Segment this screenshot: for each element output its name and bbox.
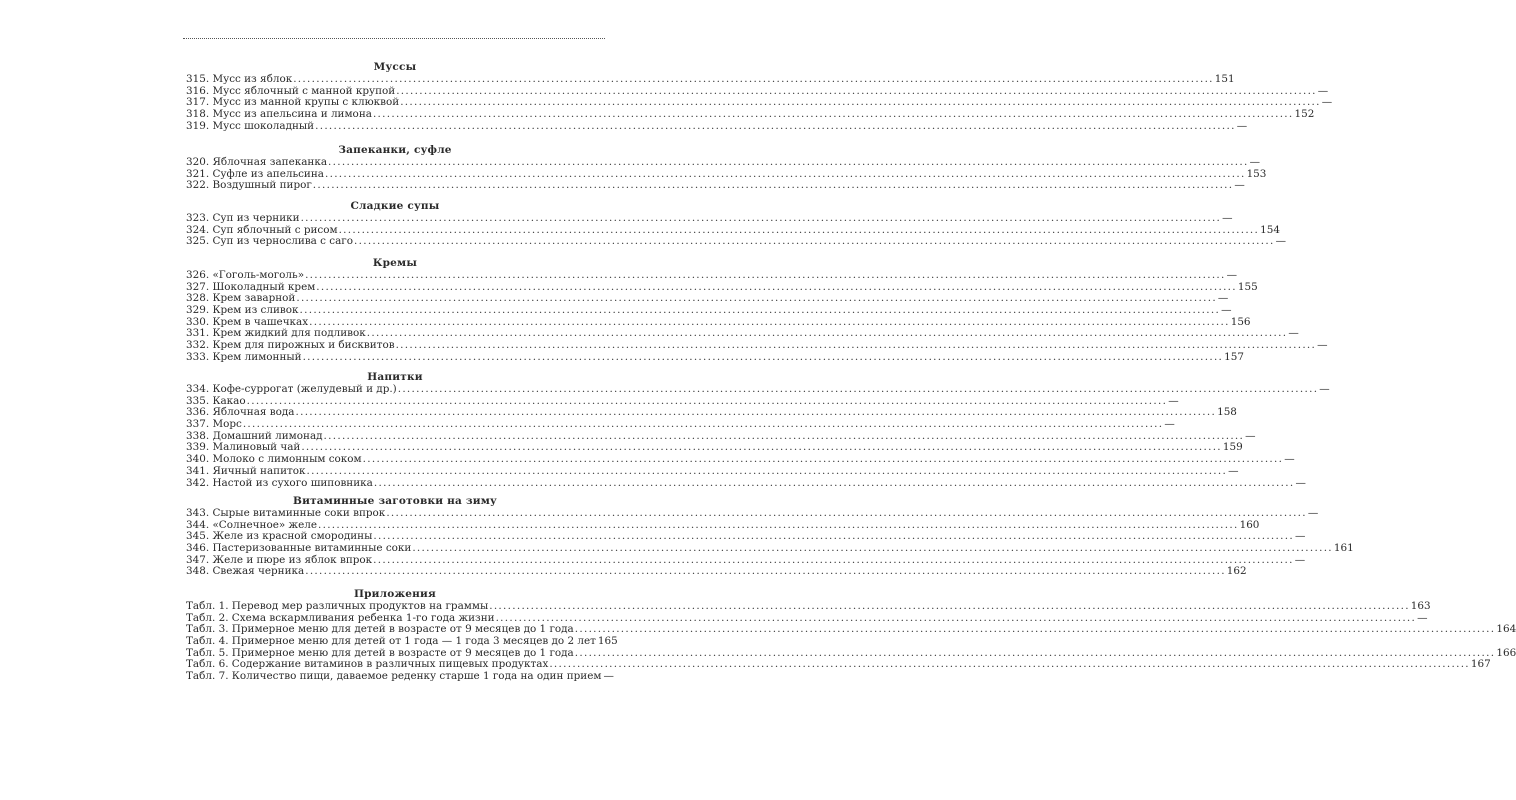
entry-page-number: 163: [1410, 600, 1431, 612]
toc-entry: [186, 73, 1235, 86]
entry-title: 336. Яблочная вода: [186, 406, 295, 419]
toc-entry: [186, 670, 614, 683]
entry-title: 322. Воздушный пирог: [186, 179, 312, 192]
dot-leader: ........................................................................................................................................................................................................: [574, 623, 1496, 636]
toc-entry: [186, 464, 1239, 478]
toc-section: [186, 256, 1328, 364]
dot-leader: ........................................................................................................................................................................................................: [309, 315, 1230, 328]
dot-leader: ........................................................................................................................................................................................................: [412, 542, 1333, 555]
entry-page-number: —: [1249, 156, 1260, 168]
entry-page-number: —: [1307, 507, 1319, 519]
entry-title: 323. Суп из черники: [186, 212, 300, 224]
entry-title: 338. Домашний лимонад: [186, 429, 323, 442]
entry-title: 317. Мусс из манной крупы с клюквой: [186, 96, 400, 109]
dot-leader: ........................................................................................................................................................................................................: [397, 383, 1319, 395]
entry-page-number: 160: [1239, 518, 1260, 531]
dot-leader: ........................................................................................................................................................................................................: [373, 476, 1295, 489]
entry-title: 315. Мусс из яблок: [186, 73, 293, 85]
entry-page-number: —: [1236, 119, 1248, 132]
entry-title: 324. Суп яблочный с рисом: [186, 223, 338, 236]
toc-section: [186, 143, 1267, 192]
entry-title: Табл. 4. Примерное меню для детей от 1 года — 1 года 3 месяцев до 2 лет: [186, 635, 596, 648]
section-heading: Муссы: [373, 61, 417, 73]
entry-page-number: —: [1295, 476, 1306, 489]
dot-leader: ........................................................................................................................................................................................................: [312, 179, 1234, 192]
dot-leader: ........................................................................................................................................................................................................: [328, 156, 1249, 168]
entry-page-number: —: [1417, 611, 1428, 624]
entry-page-number: —: [1275, 235, 1286, 248]
entry-page-number: —: [603, 670, 614, 683]
entry-title: 332. Крем для пирожных и бисквитов: [186, 339, 395, 352]
entry-page-number: —: [1228, 464, 1239, 477]
entry-title: 319. Мусс шоколадный: [186, 119, 315, 132]
toc-section: [186, 494, 1354, 578]
toc-entry: [186, 476, 1306, 490]
dot-leader: ........................................................................................................................................................................................................: [315, 119, 1236, 132]
entry-title: 341. Яичный напиток: [186, 464, 306, 477]
entry-title: 334. Кофе-суррогат (желудевый и др.): [186, 383, 397, 395]
dot-leader: ........................................................................................................................................................................................................: [296, 292, 1217, 305]
entry-title: 330. Крем в чашечках: [186, 315, 309, 328]
entry-page-number: —: [1317, 84, 1329, 97]
entry-page-number: —: [1217, 292, 1229, 305]
entry-page-number: —: [1221, 304, 1232, 317]
entry-title: 346. Пастеризованные витаминные соки: [186, 542, 412, 555]
dot-leader: ........................................................................................................................................................................................................: [373, 530, 1294, 543]
dot-leader: ........................................................................................................................................................................................................: [338, 223, 1260, 236]
entry-title: 331. Крем жидкий для подливок: [186, 327, 366, 340]
toc-entry: [186, 542, 1354, 555]
entry-page-number: 156: [1230, 315, 1251, 328]
toc-entry: [186, 565, 1247, 578]
dot-leader: ........................................................................................................................................................................................................: [293, 73, 1214, 85]
dot-leader: ........................................................................................................................................................................................................: [301, 441, 1222, 454]
dot-leader: ........................................................................................................................................................................................................: [295, 406, 1217, 419]
toc-section: [186, 370, 1330, 489]
entry-page-number: —: [1245, 429, 1256, 442]
entry-page-number: —: [1222, 212, 1233, 224]
entry-title: 344. «Солнечное» желе: [186, 518, 317, 531]
toc-entry: [186, 350, 1244, 364]
dot-leader: ........................................................................................................................................................................................................: [306, 464, 1228, 477]
dot-leader: ........................................................................................................................................................................................................: [400, 96, 1321, 109]
toc-entry: [186, 156, 1260, 169]
entry-title: 329. Крем из сливок: [186, 304, 299, 317]
entry-page-number: 166: [1496, 646, 1516, 659]
toc-entry: [186, 269, 1238, 282]
toc-entry: [186, 383, 1330, 396]
entry-page-number: 162: [1226, 565, 1247, 578]
entry-title: Табл. 7. Количество пищи, даваемое реденку старше 1 года на один прием: [186, 670, 602, 683]
dot-leader: ........................................................................................................................................................................................................: [246, 394, 1168, 407]
entry-page-number: 159: [1222, 441, 1243, 454]
entry-page-number: 158: [1217, 406, 1237, 419]
entry-page-number: —: [1234, 179, 1245, 192]
dot-leader: ........................................................................................................................................................................................................: [386, 507, 1307, 519]
entry-page-number: 167: [1470, 658, 1491, 671]
entry-page-number: —: [1168, 394, 1179, 407]
dot-leader: ........................................................................................................................................................................................................: [362, 453, 1284, 466]
dot-leader: ........................................................................................................................................................................................................: [489, 600, 1410, 612]
entry-title: 339. Малиновый чай: [186, 441, 301, 454]
entry-page-number: 164: [1496, 623, 1516, 636]
entry-title: 326. «Гоголь-моголь»: [186, 269, 305, 281]
dot-leader: ........................................................................................................................................................................................................: [300, 212, 1222, 224]
entry-title: Табл. 6. Содержание витаминов в различных пищевых продуктах: [186, 658, 549, 671]
toc-entry: [186, 119, 1248, 133]
toc-section: [186, 587, 1516, 683]
dot-leader: ........................................................................................................................................................................................................: [354, 235, 1275, 248]
toc-entry: [186, 600, 1431, 613]
entry-page-number: 153: [1246, 167, 1267, 180]
toc-entry: [186, 304, 1232, 317]
entry-title: 328. Крем заварной: [186, 292, 296, 305]
toc-entry: [186, 179, 1245, 192]
dot-leader: ........................................................................................................................................................................................................: [242, 418, 1164, 431]
toc-entry: [186, 108, 1315, 121]
entry-page-number: 155: [1237, 280, 1258, 293]
dot-leader: ........................................................................................................................................................................................................: [395, 339, 1317, 352]
dot-leader: ........................................................................................................................................................................................................: [366, 327, 1288, 340]
entry-page-number: —: [1284, 453, 1295, 466]
dot-leader: ........................................................................................................................................................................................................: [372, 108, 1294, 121]
dot-leader: ........................................................................................................................................................................................................: [373, 553, 1294, 566]
toc-entry: [186, 507, 1319, 520]
entry-title: 342. Настой из сухого шиповника: [186, 476, 373, 489]
entry-page-number: 165: [597, 635, 618, 648]
section-heading: Приложения: [354, 588, 436, 600]
section-heading: Сладкие супы: [350, 200, 440, 212]
entry-page-number: —: [1294, 553, 1306, 566]
dot-leader: ........................................................................................................................................................................................................: [495, 611, 1417, 624]
entry-title: 316. Мусс яблочный с манной крупой: [186, 84, 396, 97]
dot-leader: ........................................................................................................................................................................................................: [323, 429, 1245, 442]
entry-title: 347. Желе и пюре из яблок впрок: [186, 553, 373, 566]
entry-page-number: —: [1164, 418, 1175, 431]
entry-page-number: —: [1317, 339, 1328, 352]
entry-page-number: —: [1288, 327, 1299, 340]
toc-entry: [186, 635, 618, 648]
entry-page-number: 157: [1224, 350, 1244, 363]
top-dotted-rule: [183, 38, 605, 39]
entry-title: Табл. 5. Примерное меню для детей в возрасте от 9 месяцев до 1 года: [186, 646, 574, 659]
entry-title: 345. Желе из красной смородины: [186, 530, 373, 543]
entry-title: Табл. 2. Схема вскармливания ребенка 1-го года жизни: [186, 611, 495, 624]
entry-page-number: 161: [1333, 542, 1354, 555]
toc-section: [186, 199, 1286, 248]
entry-page-number: —: [1226, 269, 1238, 281]
dot-leader: ........................................................................................................................................................................................................: [549, 658, 1470, 671]
entry-title: 343. Сырые витаминные соки впрок: [186, 507, 386, 519]
entry-title: 318. Мусс из апельсина и лимона: [186, 108, 372, 121]
toc-entry: [186, 235, 1286, 248]
entry-title: 321. Суфле из апельсина: [186, 167, 324, 180]
dot-leader: ........................................................................................................................................................................................................: [299, 304, 1221, 317]
entry-title: 335. Какао: [186, 394, 246, 407]
section-heading: Напитки: [367, 371, 423, 383]
entry-page-number: 154: [1260, 223, 1280, 236]
entry-page-number: —: [1294, 530, 1306, 543]
entry-title: 348. Свежая черника: [186, 565, 305, 578]
dot-leader: ........................................................................................................................................................................................................: [396, 84, 1317, 97]
section-heading: Витаминные заготовки на зиму: [293, 495, 497, 507]
dot-leader: ........................................................................................................................................................................................................: [316, 280, 1237, 293]
entry-title: 325. Суп из чернослива с саго: [186, 235, 354, 248]
dot-leader: ........................................................................................................................................................................................................: [302, 350, 1224, 363]
entry-page-number: —: [1321, 96, 1333, 109]
dot-leader: ........................................................................................................................................................................................................: [318, 518, 1239, 531]
toc-section: [186, 60, 1333, 132]
entry-title: 337. Морс: [186, 418, 242, 431]
entry-title: 327. Шоколадный крем: [186, 280, 316, 293]
dot-leader: ........................................................................................................................................................................................................: [305, 269, 1226, 281]
entry-page-number: 152: [1294, 108, 1315, 121]
toc-entry: [186, 212, 1233, 225]
entry-page-number: 151: [1214, 73, 1235, 85]
dot-leader: ........................................................................................................................................................................................................: [574, 646, 1496, 659]
section-heading: Запеканки, суфле: [338, 144, 452, 156]
entry-page-number: —: [1319, 383, 1330, 395]
dot-leader: ........................................................................................................................................................................................................: [305, 565, 1226, 578]
entry-title: 320. Яблочная запеканка: [186, 156, 328, 168]
toc-entry: [186, 418, 1175, 431]
section-heading: Кремы: [372, 257, 418, 269]
entry-title: 333. Крем лимонный: [186, 350, 302, 363]
dot-leader: ........................................................................................................................................................................................................: [324, 167, 1246, 180]
entry-title: Табл. 1. Перевод мер различных продуктов на граммы: [186, 600, 489, 612]
entry-title: 340. Молоко с лимонным соком: [186, 453, 362, 466]
entry-title: Табл. 3. Примерное меню для детей в возрасте от 9 месяцев до 1 года: [186, 623, 574, 636]
